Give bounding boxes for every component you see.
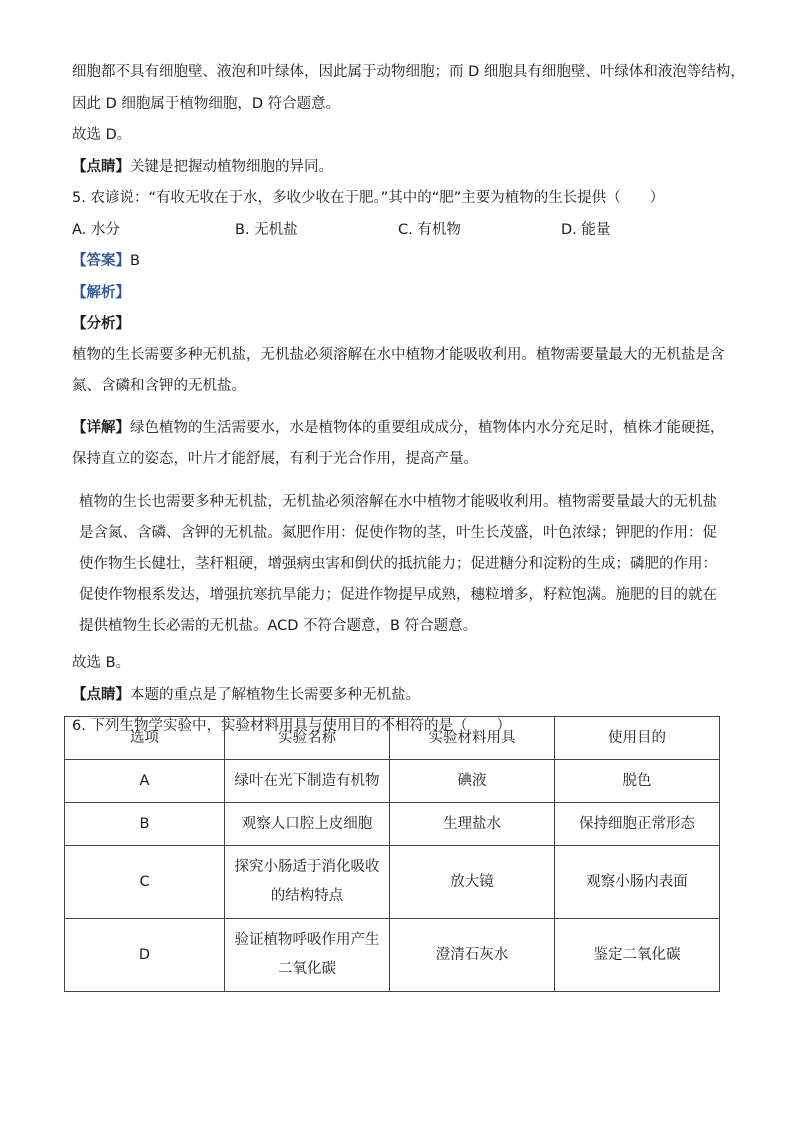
table-row bbox=[65, 846, 720, 919]
q5-fenxi-tag-line bbox=[72, 314, 728, 334]
q6-stem: 6. 下列生物学实验中，实验材料用具与使用目的不相符的是（ ） bbox=[72, 718, 511, 734]
table-cell: 放大镜 bbox=[390, 846, 555, 919]
table-header-cell: 实验材料用具 bbox=[390, 717, 555, 760]
point-text: 关键是把握动植物细胞的异同。 bbox=[130, 158, 333, 175]
q5-stem: 5. 农谚说：“有收无收在于水，多收少收在于肥。”其中的“肥”主要为植物的生长提供（ ） bbox=[72, 190, 665, 206]
q6-table bbox=[64, 716, 720, 992]
q5-fenxi-text: 植物的生长需要多种无机盐，无机盐必须溶解在水中植物才能吸收利用。植物需要量最大的无机盐是含氮、含磷和含钾的无机盐。 bbox=[72, 346, 725, 394]
table-cell: 探究小肠适于消化吸收的结构特点 bbox=[225, 846, 390, 919]
table-header-row bbox=[65, 717, 720, 760]
intro-line-1: 细胞都不具有细胞壁、液泡和叶绿体，因此属于动物细胞；而 D 细胞具有细胞壁、叶绿体和液泡等结构， bbox=[72, 64, 745, 80]
intro-choose: 故选 D。 bbox=[72, 127, 132, 143]
q5-option-d: D. 能量 bbox=[561, 221, 611, 238]
point-tag-2: 【点睛】 bbox=[72, 686, 130, 703]
table-cell: 保持细胞正常形态 bbox=[555, 803, 720, 846]
q5-detail-p2: 植物的生长也需要多种无机盐，无机盐必须溶解在水中植物才能吸收利用。植物需要量最大的无机盐是含氮、含磷、含钾的无机盐。氮肥作用：促使作物的茎，叶生长茂盛，叶色浓绿；钾肥的作用：促使作物生长健壮，茎秆粗硬，增强病虫害和倒伏的抵抗能力；促进糖分和淀粉的生成；磷肥的作用：促使作物根系发达，增强抗寒抗旱能力；促进作物提早成熟，穗粒增多，籽粒饱满。施肥的目的就在提供植物生长必需的无机盐。ACD 不符合题意，B 符合题意。 bbox=[79, 493, 717, 634]
table-cell: 观察人口腔上皮细胞 bbox=[225, 803, 390, 846]
table-cell: 观察小肠内表面 bbox=[555, 846, 720, 919]
fenxi-tag: 【分析】 bbox=[72, 316, 130, 332]
q5-answer bbox=[72, 251, 728, 271]
table-cell: D bbox=[65, 919, 225, 992]
detail-text-1: 绿色植物的生活需要水，水是植物体的重要组成成分，植物体内水分充足时，植株才能硬挺，保持直立的姿态，叶片才能舒展，有利于光合作用，提高产量。 bbox=[72, 420, 725, 467]
table-header-cell: 选项 bbox=[65, 717, 225, 760]
jiexi-tag: 【解析】 bbox=[72, 284, 130, 301]
table-cell: 绿叶在光下制造有机物 bbox=[225, 760, 390, 803]
q5-options bbox=[72, 220, 728, 240]
table-cell: B bbox=[65, 803, 225, 846]
answer-value: B bbox=[130, 253, 140, 269]
table-cell: 验证植物呼吸作用产生二氧化碳 bbox=[225, 919, 390, 992]
document-page bbox=[72, 62, 745, 748]
table-header-cell: 使用目的 bbox=[555, 717, 720, 760]
table-row bbox=[65, 803, 720, 846]
point-text-2: 本题的重点是了解植物生长需要多种无机盐。 bbox=[130, 686, 420, 703]
table-row bbox=[65, 760, 720, 803]
q5-option-a: A. 水分 bbox=[72, 221, 120, 238]
q5-detail-p1 bbox=[72, 413, 728, 475]
table-cell: 澄清石灰水 bbox=[390, 919, 555, 992]
table-header-cell: 实验名称 bbox=[225, 717, 390, 760]
table-cell: A bbox=[65, 760, 225, 803]
intro-line-2: 因此 D 细胞属于植物细胞，D 符合题意。 bbox=[72, 95, 341, 112]
table-cell: 脱色 bbox=[555, 760, 720, 803]
table-cell: C bbox=[65, 846, 225, 919]
q5-choose: 故选 B。 bbox=[72, 655, 131, 671]
q5-point bbox=[72, 685, 728, 705]
intro-point bbox=[72, 157, 728, 177]
table-cell: 生理盐水 bbox=[390, 803, 555, 846]
answer-tag: 【答案】 bbox=[72, 253, 130, 269]
q5-option-c: C. 有机物 bbox=[398, 221, 461, 238]
q5-option-b: B. 无机盐 bbox=[235, 221, 298, 238]
detail-tag: 【详解】 bbox=[72, 420, 130, 436]
q5-jiexi bbox=[72, 283, 728, 303]
table-cell: 碘液 bbox=[390, 760, 555, 803]
table-cell: 鉴定二氧化碳 bbox=[555, 919, 720, 992]
point-tag: 【点睛】 bbox=[72, 158, 130, 175]
table-row bbox=[65, 919, 720, 992]
